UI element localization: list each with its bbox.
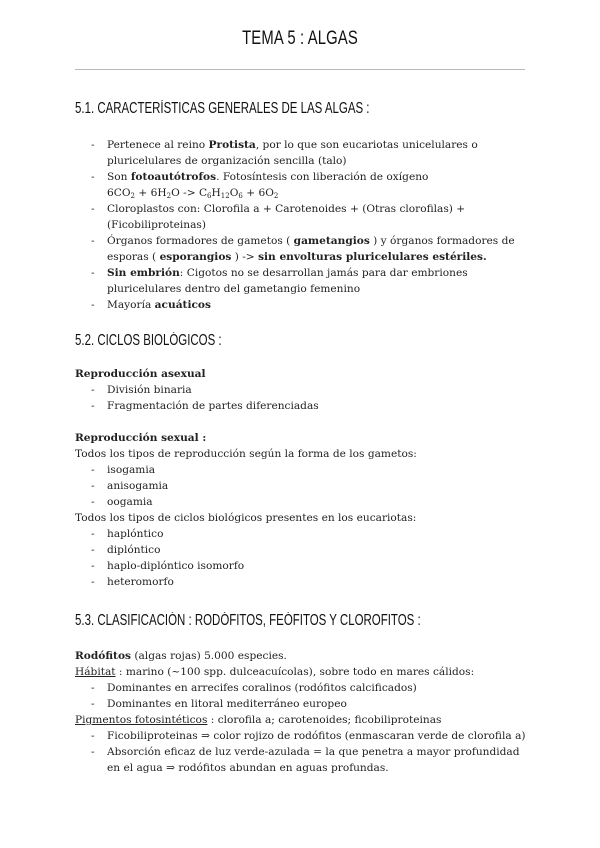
list-item: - Fragmentación de partes diferenciadas <box>75 398 530 414</box>
list-item: - Mayoría acuáticos <box>75 297 530 313</box>
section-5-2-content <box>75 366 530 590</box>
list-item: - diplóntico <box>75 542 530 558</box>
equation: $6CO_2 + 6H_2O -> C_6H_{12}O_6 + 6O_2$ <box>107 187 279 200</box>
paragraph: Pigmentos fotosintéticos : clorofila a; carotenoides; ficobiliproteinas <box>75 714 442 726</box>
list-item: - Ficobiliproteinas ⇒ color rojizo de rodófitos (enmascaran verde de clorofila a) <box>75 728 530 744</box>
subheading: Reproducción sexual : <box>75 432 207 444</box>
paragraph: Todos los tipos de reproducción según la forma de los gametos: <box>75 448 417 460</box>
section-heading-5-1: 5.1. CARACTERÍSTICAS GENERALES DE LAS ALGAS : <box>75 100 370 117</box>
paragraph: Todos los tipos de ciclos biológicos presentes en los eucariotas: <box>75 512 417 524</box>
list-item: - Cloroplastos con: Clorofila a + Carotenoides + (Otras clorofilas) + (Ficobiliproteinas) <box>75 201 530 233</box>
list-item: - Órganos formadores de gametos ( gametangios ) y órganos formadores de esporas ( esporangios ) -> sin envolturas pluricelulares estériles. <box>75 233 530 265</box>
list-item: - Sin embrión: Cigotos no se desarrollan jamás para dar embriones pluricelulares dentro del gametangio femenino <box>75 265 530 297</box>
paragraph: Hábitat : marino (~100 spp. dulceacuícolas), sobre todo en mares cálidos: <box>75 666 475 678</box>
section-5-3-content <box>75 648 530 776</box>
list-item: - Pertenece al reino Protista, por lo que son eucariotas unicelulares o pluricelulares de organización sencilla (talo) <box>75 137 530 169</box>
list-item: - Dominantes en arrecifes coralinos (rodófitos calcificados) <box>75 680 530 696</box>
list-item: - anisogamia <box>75 478 530 494</box>
list-item: - División binaria <box>75 382 530 398</box>
list-item: - oogamia <box>75 494 530 510</box>
section-5-1-list <box>75 137 530 313</box>
title-divider <box>75 69 525 70</box>
list-item: - haplo-diplóntico isomorfo <box>75 558 530 574</box>
section-heading-5-3: 5.3. CLASIFICACIÓN : RODÓFITOS, FEÓFITOS Y CLOROFITOS : <box>75 612 421 629</box>
list-item: - Absorción eficaz de luz verde-azulada = la que penetra a mayor profundidad en el agua ⇒ rodófitos abundan en aguas profundas. <box>75 744 530 776</box>
section-heading-5-2: 5.2. CICLOS BIOLÓGICOS : <box>75 332 222 349</box>
list-item: - Dominantes en litoral mediterráneo europeo <box>75 696 530 712</box>
list-item: - Son fotoautótrofos. Fotosíntesis con liberación de oxígeno $6CO_2 + 6H_2O -> C_6H_{12}O_6 + 6O_2$ <box>75 169 530 201</box>
list-item: - haplóntico <box>75 526 530 542</box>
subheading: Reproducción asexual <box>75 368 206 380</box>
list-item: - heteromorfo <box>75 574 530 590</box>
paragraph: Rodófitos (algas rojas) 5.000 especies. <box>75 650 287 662</box>
list-item: - isogamia <box>75 462 530 478</box>
document-title: TEMA 5 : ALGAS <box>242 28 358 49</box>
